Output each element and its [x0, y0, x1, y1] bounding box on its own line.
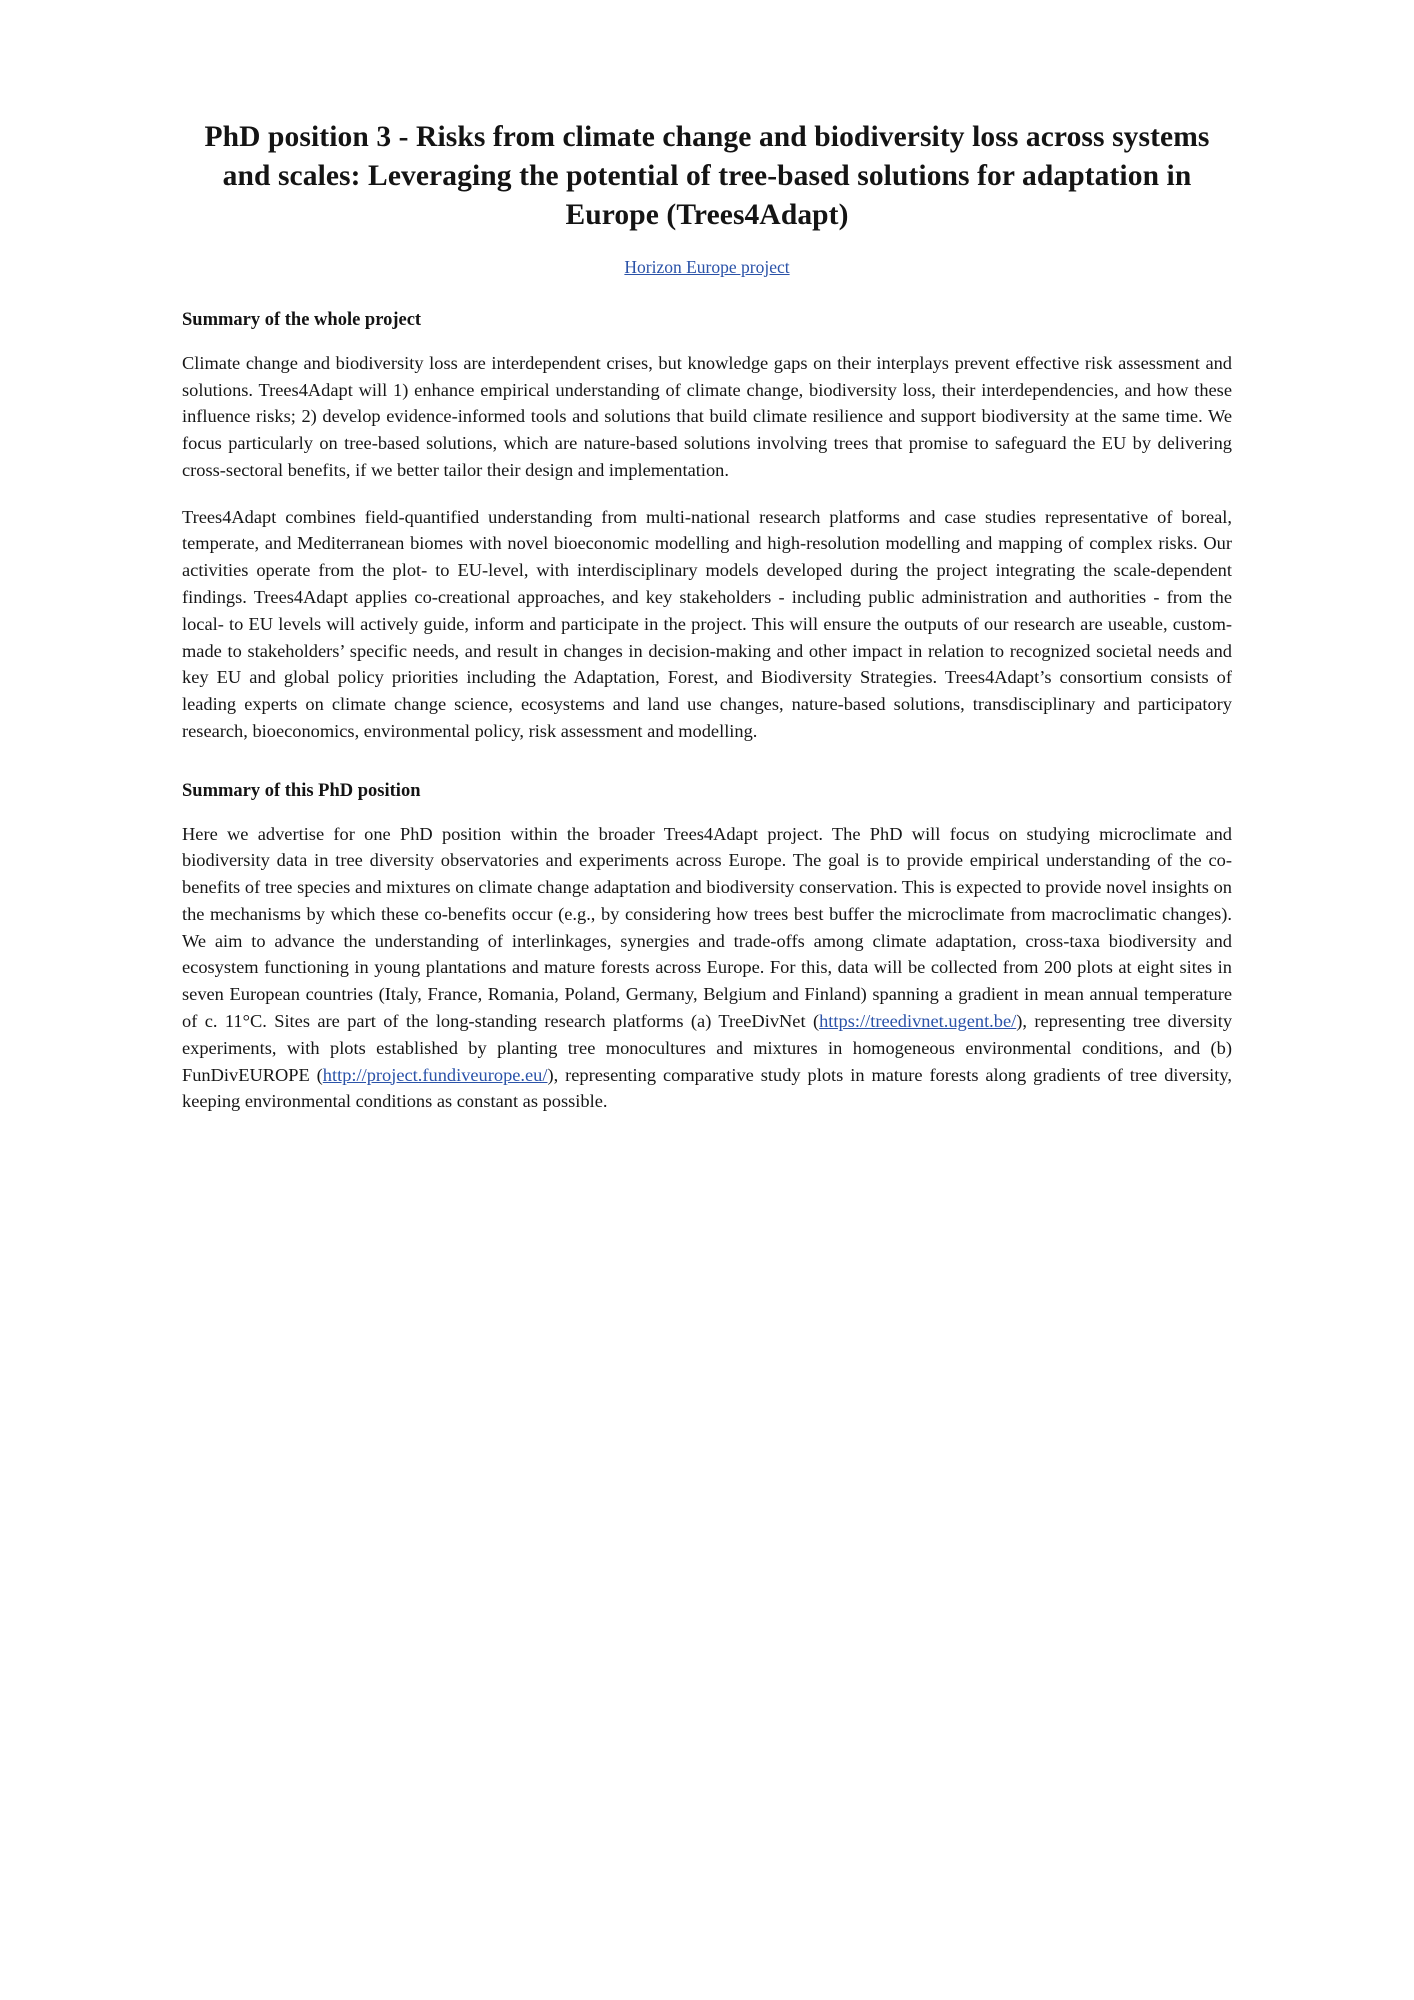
section-heading-phd-position: Summary of this PhD position: [182, 780, 421, 801]
treedivnet-link[interactable]: https://treedivnet.ugent.be/: [819, 1010, 1017, 1031]
phd-text-part-2: ), representing tree diversity experiments, with plots established by planting tree monocultures and mixtures in homogeneous environmental conditions, and (b) FunDivEUROPE (: [182, 1010, 1233, 1085]
paragraph-project-summary-2: Trees4Adapt combines field-quantified understanding from multi-national research platforms and case studies representative of boreal, temperate, and Mediterranean biomes with novel bioeconomic modelling and high-resolution modelling and mapping of complex risks. Our activities operate from the plot- to EU-level, with interdisciplinary models developed during the project integrating the scale-dependent findings. Trees4Adapt applies co-creational approaches, and key stakeholders - including public administration and authorities - from the local- to EU levels will actively guide, inform and participate in the project. This will ensure the outputs of our research are useable, custom-made to stakeholders’ specific needs, and result in changes in decision-making and other impact in relation to recognized societal needs and key EU and global policy priorities including the Adaptation, Forest, and Biodiversity Strategies. Trees4Adapt’s consortium consists of leading experts on climate change science, ecosystems and land use changes, nature-based solutions, transdisciplinary and participatory research, bioeconomics, environmental policy, risk assessment and modelling.: [182, 506, 1232, 741]
horizon-europe-project-link[interactable]: Horizon Europe project: [624, 256, 790, 277]
subtitle-link-container: [182, 257, 1232, 278]
section-heading-whole-project: Summary of the whole project: [182, 309, 422, 330]
fundiveurope-link[interactable]: http://project.fundiveurope.eu/: [322, 1064, 548, 1085]
phd-text-part-1: Here we advertise for one PhD position within the broader Trees4Adapt project. The PhD will focus on studying microclimate and biodiversity data in tree diversity observatories and experiments across Europe. The goal is to provide empirical understanding of the co-benefits of tree species and mixtures on climate change adaptation and biodiversity conservation. This is expected to provide novel insights on the mechanisms by which these co-benefits occur (e.g., by considering how trees best buffer the microclimate from macroclimatic changes). We aim to advance the understanding of interlinkages, synergies and trade-offs among climate adaptation, cross-taxa biodiversity and ecosystem functioning in young plantations and mature forests across Europe. For this, data will be collected from 200 plots at eight sites in seven European countries (Italy, France, Romania, Poland, Germany, Belgium and Finland) spanning a gradient in mean annual temperature of c. 11°C. Sites are part of the long-standing research platforms (a) TreeDivNet (: [182, 823, 1232, 1031]
phd-text-part-3: ), representing comparative study plots in mature forests along gradients of tree diversity, keeping environmental conditions as constant as possible.: [182, 1064, 1233, 1112]
paragraph-project-summary-1: Climate change and biodiversity loss are interdependent crises, but knowledge gaps on their interplays prevent effective risk assessment and solutions. Trees4Adapt will 1) enhance empirical understanding of climate change, biodiversity loss, their interdependencies, and how these influence risks; 2) develop evidence-informed tools and solutions that build climate resilience and support biodiversity at the same time. We focus particularly on tree-based solutions, which are nature-based solutions involving trees that promise to safeguard the EU by delivering cross-sectoral benefits, if we better tailor their design and implementation.: [182, 352, 1232, 480]
paragraph-phd-summary: [182, 821, 1232, 1115]
page-title: PhD position 3 - Risks from climate change and biodiversity loss across systems and scales: Leveraging the potential of tree-based solutions for adaptation in Europe (Trees4Adapt): [204, 121, 1210, 231]
